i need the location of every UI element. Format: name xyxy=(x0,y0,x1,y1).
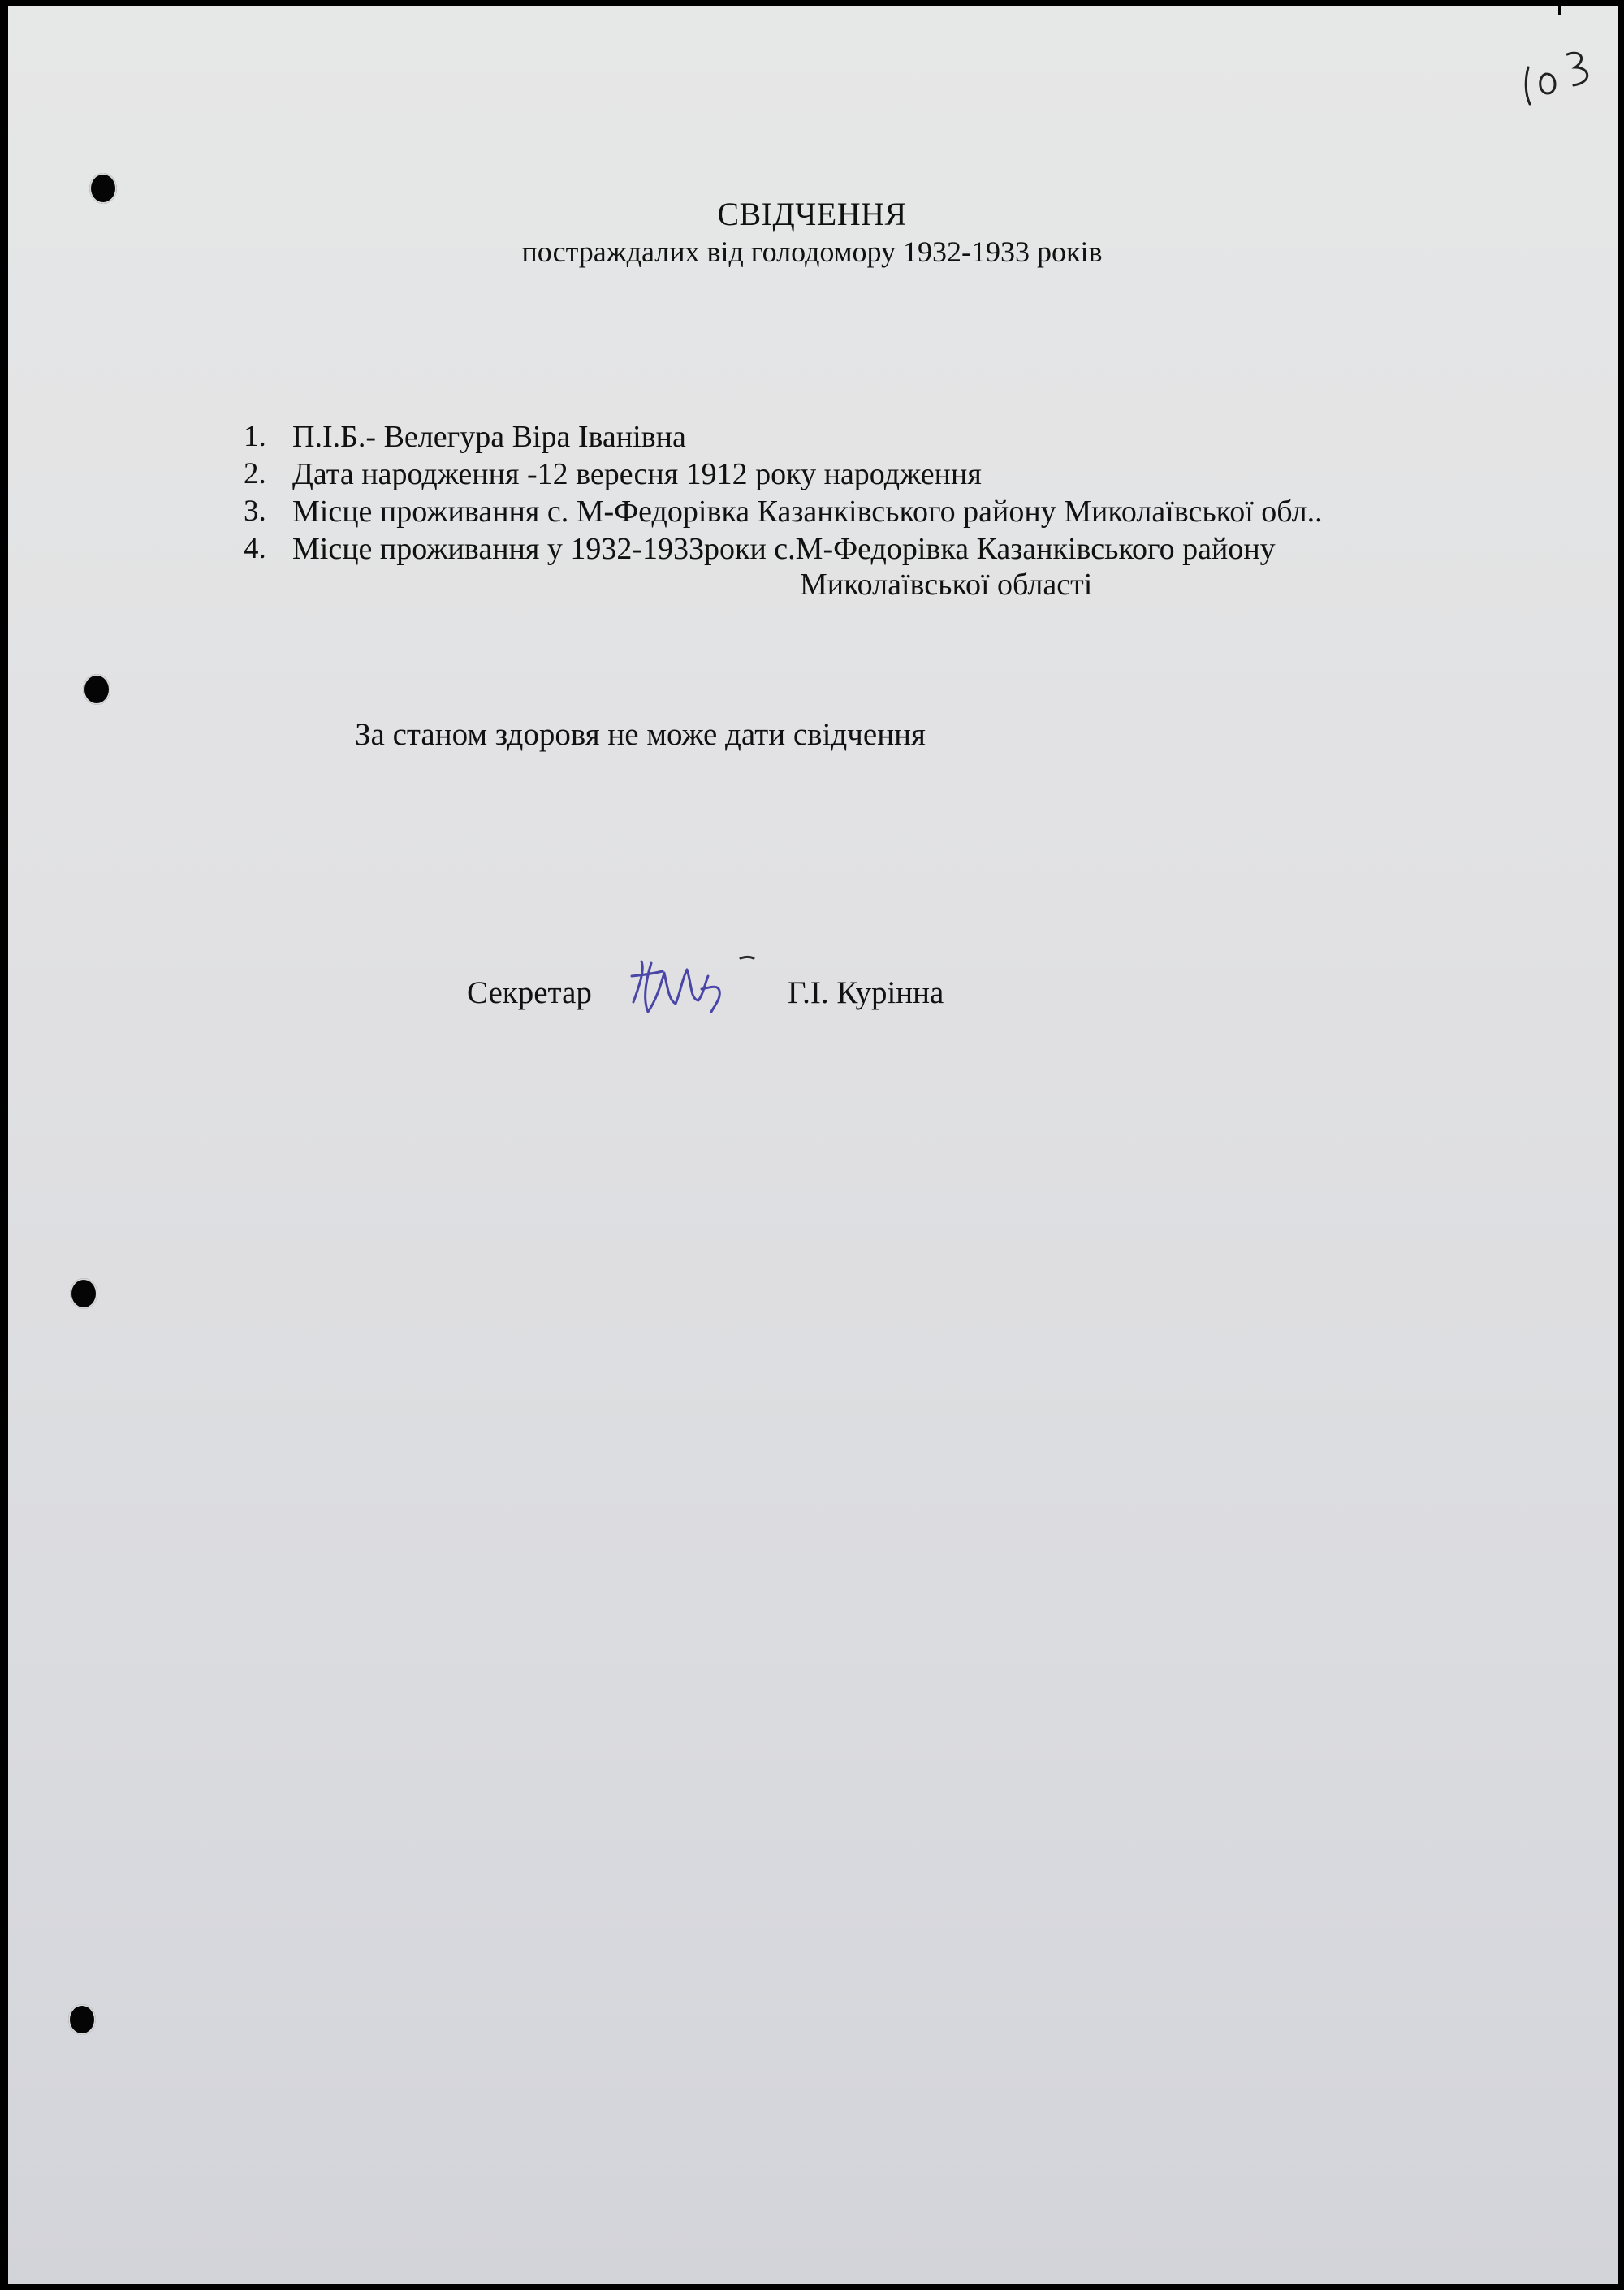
punch-hole xyxy=(68,2004,96,2035)
list-item-residence-1932: Місце проживання у 1932-1933роки с.М-Федорівка Казанківського району xyxy=(292,532,1276,566)
health-note: За станом здоровя не може дати свідчення xyxy=(355,717,926,752)
list-item-number: 1. xyxy=(244,420,266,453)
document-page xyxy=(8,6,1618,2284)
punch-hole xyxy=(70,1278,97,1309)
signature-name: Г.І. Курінна xyxy=(788,975,944,1010)
list-item-birthdate: Дата народження -12 вересня 1912 року народження xyxy=(292,457,982,491)
edge-mark xyxy=(1558,6,1561,15)
list-item-number: 2. xyxy=(244,457,266,490)
handwritten-signature xyxy=(624,952,762,1025)
svg-text:103: 103 xyxy=(1520,43,1522,44)
list-item-residence: Місце проживання с. М-Федорівка Казанківського району Миколаївської обл.. xyxy=(292,495,1323,529)
punch-hole xyxy=(83,674,110,705)
document-title: СВІДЧЕННЯ xyxy=(717,196,907,232)
document-subtitle: постраждалих від голодомору 1932-1933 років xyxy=(521,235,1103,268)
list-item-residence-1932-continuation: Миколаївської області xyxy=(800,568,1093,602)
handwritten-page-number xyxy=(1520,43,1601,124)
signature-role: Секретар xyxy=(467,975,592,1010)
list-item-number: 4. xyxy=(244,532,266,565)
list-item-number: 3. xyxy=(244,495,266,528)
list-item-name: П.І.Б.- Велегура Віра Іванівна xyxy=(292,420,686,454)
